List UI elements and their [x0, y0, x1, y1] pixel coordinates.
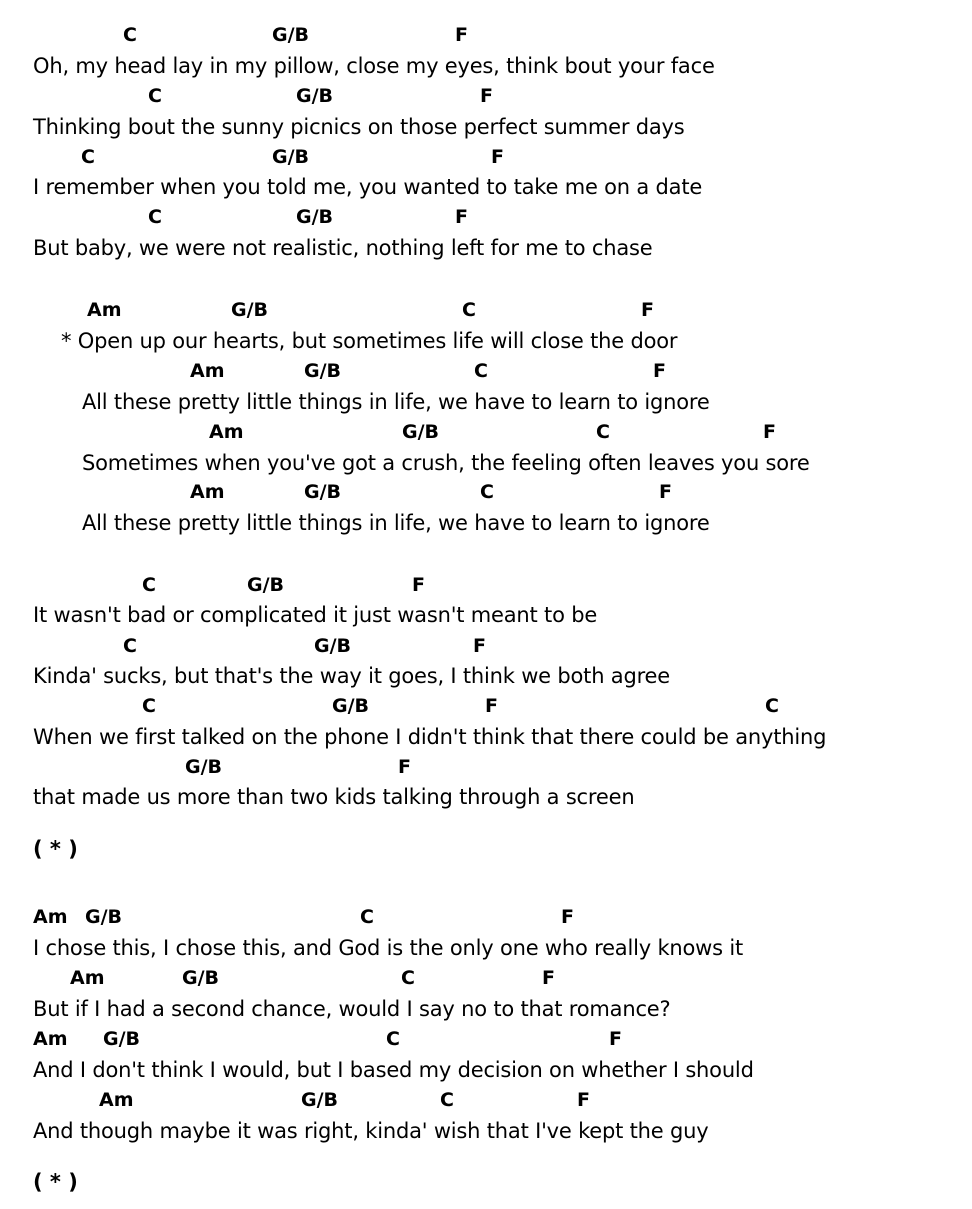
chord: C [123, 24, 137, 46]
chord: C [765, 695, 779, 717]
chord: G/B [304, 481, 342, 503]
chord: G/B [103, 1028, 141, 1050]
chord: F [491, 146, 504, 168]
chord: C [360, 906, 374, 928]
lyric-line: that made us more than two kids talking through a screen [33, 785, 635, 809]
chord: C [474, 360, 488, 382]
chord: G/B [231, 299, 269, 321]
lyric-line: It wasn't bad or complicated it just wasn't meant to be [33, 603, 598, 627]
chord: Am [70, 967, 105, 989]
chord: G/B [272, 24, 310, 46]
chord: F [653, 360, 666, 382]
chord: C [401, 967, 415, 989]
lyric-line: I chose this, I chose this, and God is the only one who really knows it [33, 936, 744, 960]
chord: F [641, 299, 654, 321]
lyric-line: Kinda' sucks, but that's the way it goes, I think we both agree [33, 664, 670, 688]
chord: F [609, 1028, 622, 1050]
lyric-line: All these pretty little things in life, we have to learn to ignore [82, 390, 710, 414]
chord: F [473, 635, 486, 657]
lyric-line: * Open up our hearts, but sometimes life will close the door [61, 329, 678, 353]
chord: F [480, 85, 493, 107]
chord: F [763, 421, 776, 443]
chord: G/B [332, 695, 370, 717]
lyric-line: And though maybe it was right, kinda' wish that I've kept the guy [33, 1119, 709, 1143]
chord: G/B [185, 756, 223, 778]
chord: C [480, 481, 494, 503]
chord: F [577, 1089, 590, 1111]
chorus-repeat-marker: ( * ) [33, 1170, 78, 1194]
chord: G/B [314, 635, 352, 657]
chord: C [148, 85, 162, 107]
lyric-line: But baby, we were not realistic, nothing left for me to chase [33, 236, 653, 260]
chord: Am [99, 1089, 134, 1111]
chord: C [462, 299, 476, 321]
chord: C [386, 1028, 400, 1050]
chord: Am [33, 1028, 68, 1050]
chord: F [542, 967, 555, 989]
chord: F [561, 906, 574, 928]
chord: F [455, 24, 468, 46]
lyric-line: And I don't think I would, but I based my decision on whether I should [33, 1058, 754, 1082]
lyric-line: Thinking bout the sunny picnics on those perfect summer days [33, 115, 685, 139]
chord: F [412, 574, 425, 596]
chord: G/B [85, 906, 123, 928]
chord: G/B [296, 206, 334, 228]
chord: G/B [402, 421, 440, 443]
chord: G/B [247, 574, 285, 596]
chord: F [659, 481, 672, 503]
lyric-line: Sometimes when you've got a crush, the feeling often leaves you sore [82, 451, 810, 475]
chord: G/B [182, 967, 220, 989]
chord: Am [209, 421, 244, 443]
chord: G/B [296, 85, 334, 107]
chord: Am [190, 481, 225, 503]
chord: C [123, 635, 137, 657]
chord: F [398, 756, 411, 778]
chord: Am [190, 360, 225, 382]
chord: Am [33, 906, 68, 928]
lyric-line: I remember when you told me, you wanted to take me on a date [33, 175, 703, 199]
lyric-line: When we first talked on the phone I didn't think that there could be anything [33, 725, 827, 749]
lyric-line: Oh, my head lay in my pillow, close my eyes, think bout your face [33, 54, 715, 78]
chord: C [81, 146, 95, 168]
chord: Am [87, 299, 122, 321]
chord: G/B [272, 146, 310, 168]
chord: C [596, 421, 610, 443]
chord: C [142, 695, 156, 717]
chorus-repeat-marker: ( * ) [33, 837, 78, 861]
chord: G/B [301, 1089, 339, 1111]
chord: C [440, 1089, 454, 1111]
chord: C [148, 206, 162, 228]
chord: G/B [304, 360, 342, 382]
chord: C [142, 574, 156, 596]
lyric-line: All these pretty little things in life, we have to learn to ignore [82, 511, 710, 535]
chord: F [485, 695, 498, 717]
lyric-line: But if I had a second chance, would I say no to that romance? [33, 997, 671, 1021]
chord: F [455, 206, 468, 228]
